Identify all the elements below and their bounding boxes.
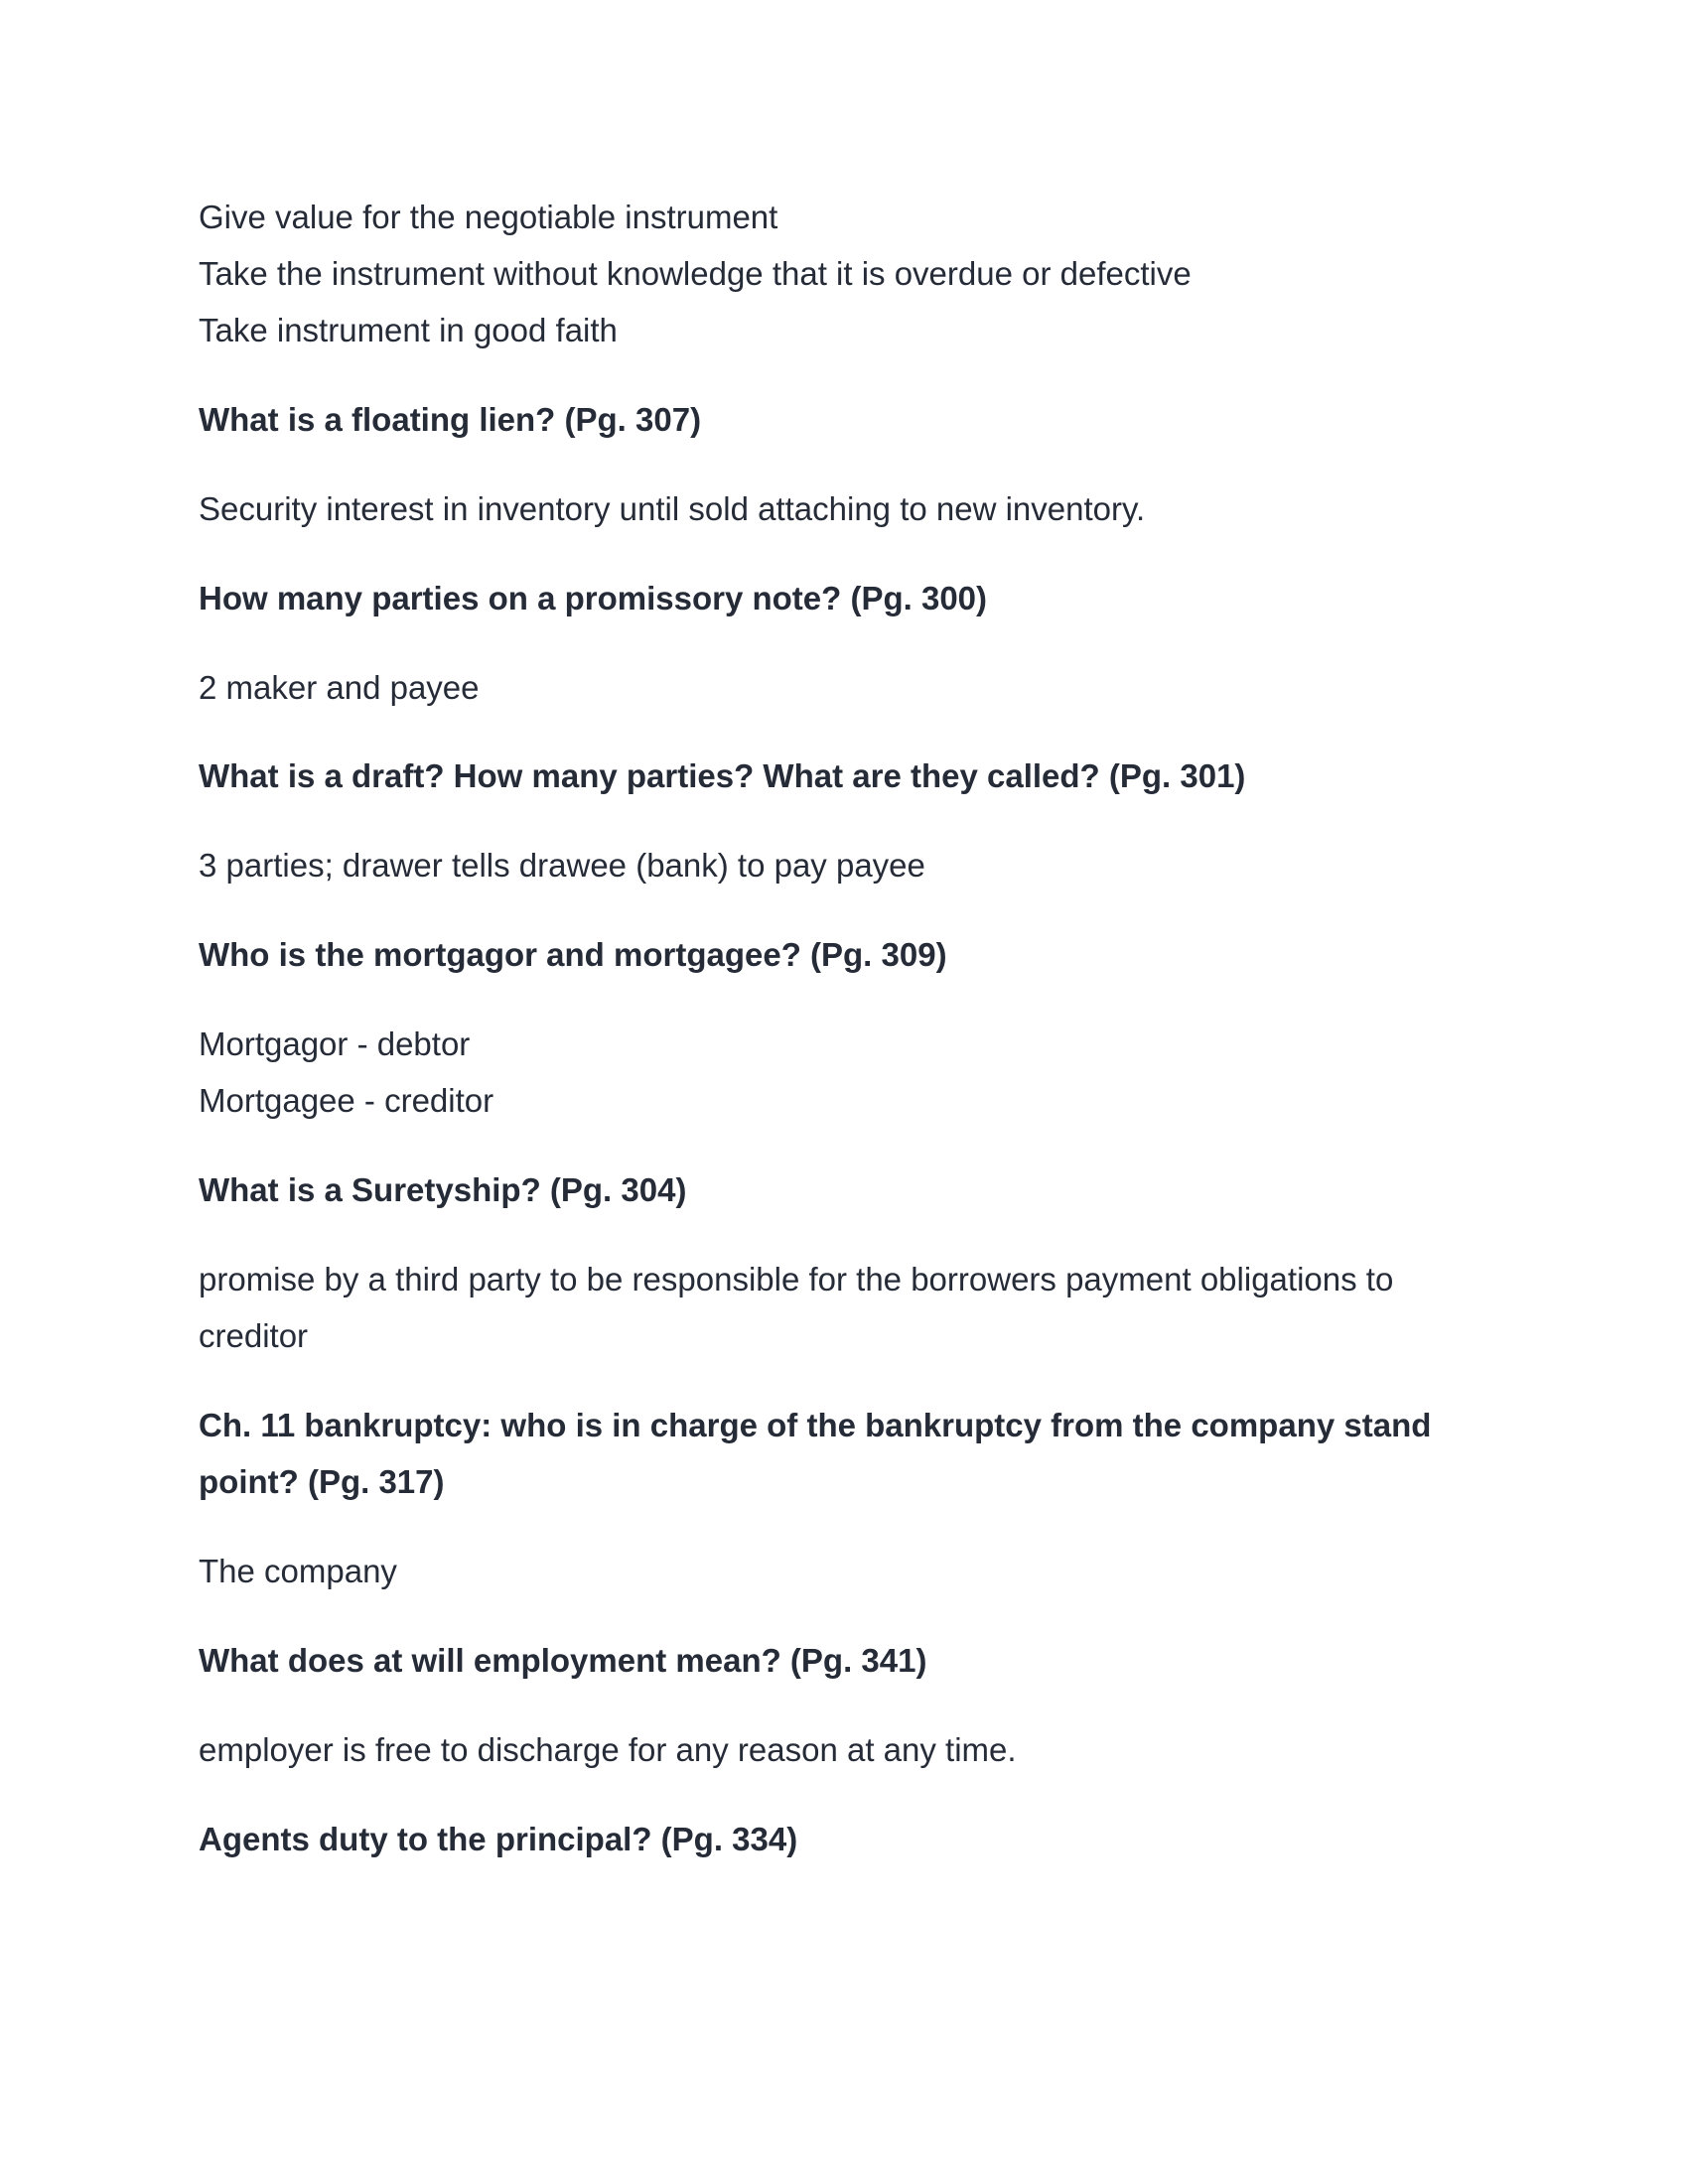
question-agents-duty: Agents duty to the principal? (Pg. 334) bbox=[199, 1821, 798, 1857]
answer-draft: 3 parties; drawer tells drawee (bank) to pay payee bbox=[199, 847, 925, 884]
question-suretyship: What is a Suretyship? (Pg. 304) bbox=[199, 1171, 687, 1208]
question-at-will: What does at will employment mean? (Pg. 341) bbox=[199, 1642, 927, 1679]
intro-line-3: Take instrument in good faith bbox=[199, 312, 618, 348]
answer-mortgagor-line-1: Mortgagor - debtor bbox=[199, 1025, 471, 1062]
question-mortgagor: Who is the mortgagor and mortgagee? (Pg. 309) bbox=[199, 936, 947, 973]
answer-suretyship-line-2: creditor bbox=[199, 1317, 309, 1354]
answer-at-will: employer is free to discharge for any reason at any time. bbox=[199, 1731, 1017, 1768]
answer-floating-lien: Security interest in inventory until sold attaching to new inventory. bbox=[199, 490, 1146, 527]
answer-mortgagor-line-2: Mortgagee - creditor bbox=[199, 1082, 494, 1119]
question-bankruptcy-line-2: point? (Pg. 317) bbox=[199, 1463, 445, 1500]
answer-promissory-note: 2 maker and payee bbox=[199, 669, 480, 706]
question-promissory-note: How many parties on a promissory note? (Pg. 300) bbox=[199, 580, 988, 616]
question-bankruptcy-line-1: Ch. 11 bankruptcy: who is in charge of the bankruptcy from the company stand bbox=[199, 1407, 1432, 1443]
intro-line-1: Give value for the negotiable instrument bbox=[199, 199, 778, 235]
question-draft: What is a draft? How many parties? What are they called? (Pg. 301) bbox=[199, 757, 1246, 794]
answer-bankruptcy: The company bbox=[199, 1553, 397, 1589]
answer-suretyship-line-1: promise by a third party to be responsible for the borrowers payment obligations to bbox=[199, 1261, 1394, 1297]
intro-line-2: Take the instrument without knowledge that it is overdue or defective bbox=[199, 255, 1192, 292]
question-floating-lien: What is a floating lien? (Pg. 307) bbox=[199, 401, 702, 438]
